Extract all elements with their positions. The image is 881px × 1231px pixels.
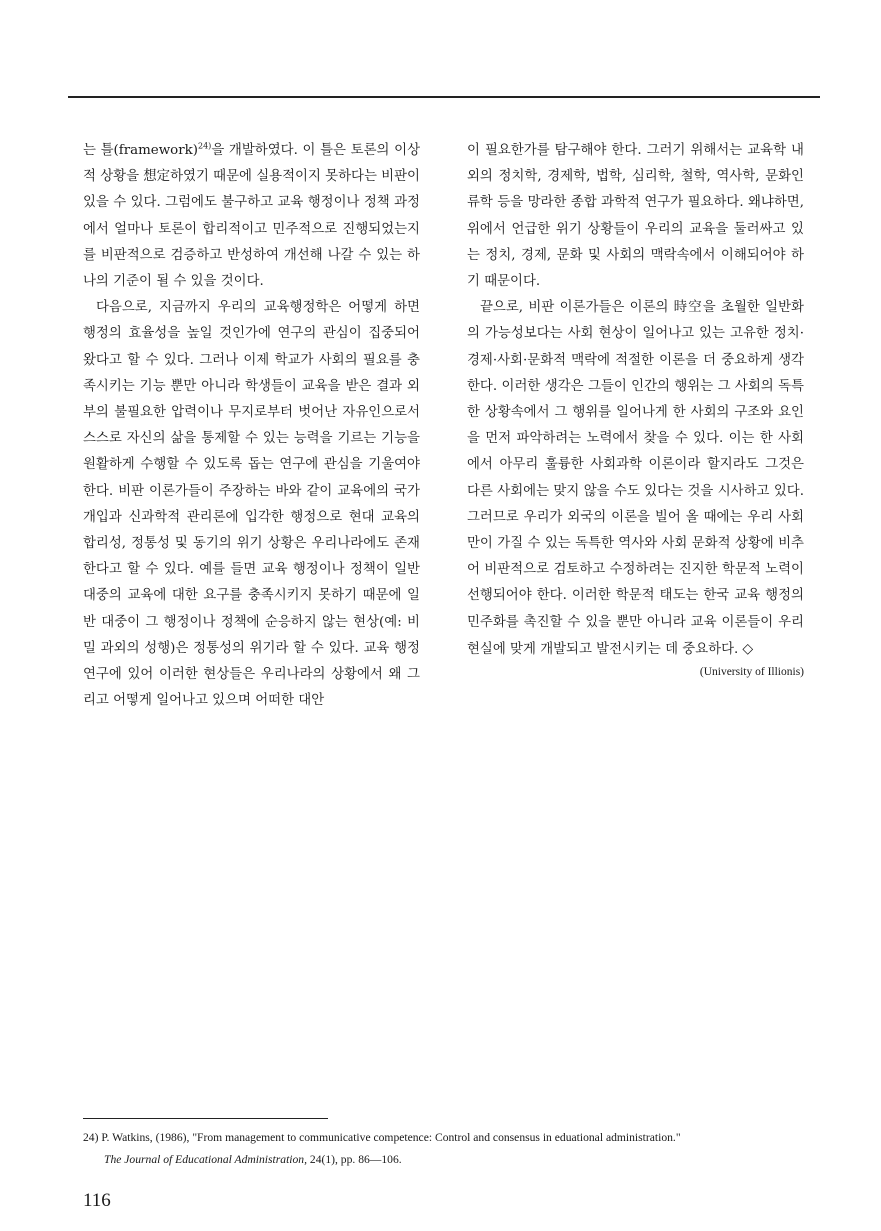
header-rule [68,96,820,98]
footnote-line-2 [83,1149,823,1171]
footnote-rule [83,1118,328,1119]
right-paragraph-1: 이 필요한가를 탐구해야 한다. 그러기 위해서는 교육학 내외의 정치학, 경제학, 법학, 심리학, 철학, 역사학, 문화인류학 등을 망라한 종합 과학적 연구가 필요하다. 왜냐하면, 위에서 언급한 위기 상황들이 우리의 교육을 둘러싸고 있는 정치, 경제, 문화 및 사회의 맥락속에서 이해되어야 하기 때문이다. [467,143,804,290]
right-paragraph-2 [467,295,804,663]
footnote [83,1127,823,1171]
footnote-ref: 24) [198,141,212,151]
left-paragraph-2: 다음으로, 지금까지 우리의 교육행정학은 어떻게 하면 행정의 효율성을 높일 것인가에 연구의 관심이 집중되어 왔다고 할 수 있다. 그러나 이제 학교가 사회의 필요를 충족시키는 기능 뿐만 아니라 학생들이 교육을 받은 결과 외부의 불필요한 압력이나 무지로부터 벗어난 자유인으로서 스스로 자신의 삶을 통제할 수 있는 능력을 기르는 기능을 원활하게 수행할 수 있도록 돕는 연구에 관심을 기울여야 한다. 비판 이론가들이 주장하는 바와 같이 교육에의 국가 개입과 신과학적 관리론에 입각한 행정으로 현대 교육의 합리성, 정통성 및 동기의 위기 상황은 우리나라에도 존재한다고 할 수 있다. 예를 들면 교육 행정이나 정책이 일반 대중의 교육에 대한 요구를 충족시키지 못하기 때문에 일반 대중이 그 행정이나 정책에 순응하지 않는 현상(예: 비밀 과외의 성행)은 정통성의 위기라 할 수 있다. 교육 행정 연구에 있어 이러한 현상들은 우리나라의 상황에서 왜 그리고 어떻게 일어나고 있으며 어떠한 대안 [83,300,420,709]
footnote-details: 24(1), pp. 86—106. [307,1153,402,1166]
right-p2-text: 끝으로, 비판 이론가들은 이론의 時空을 초월한 일반화의 가능성보다는 사회 현상이 일어나고 있는 고유한 정치·경제·사회·문화적 맥락에 적절한 이론을 더 중요하게 생각한다. 이러한 생각은 그들이 인간의 행위는 그 사회의 독특한 상황속에서 그 행위를 일어나게 한 사회의 구조와 요인을 먼저 파악하려는 노력에서 찾을 수 있다. 이는 한 사회에서 아무리 훌륭한 사회과학 이론이라 할지라도 그것은 다른 사회에는 맞지 않을 수도 있다는 것을 시사하고 있다. 그러므로 우리가 외국의 이론을 빌어 올 때에는 우리 사회만이 가질 수 있는 독특한 역사와 사회 문화적 상황에 비추어 비판적으로 검토하고 수정하려는 진지한 학문적 노력이 선행되어야 한다. 이러한 학문적 태도는 한국 교육 행정의 민주화를 촉진할 수 있을 뿐만 아니라 교육 이론들이 우리 현실에 맞게 개발되고 발전시키는 데 중요하다. [467,300,804,657]
end-mark-icon: ◇ [742,640,754,657]
left-p1-rest: 을 개발하였다. 이 틀은 토론의 이상적 상황을 想定하였기 때문에 실용적이지 못하다는 비판이 있을 수 있다. 그럼에도 불구하고 교육 행정이나 정책 과정에서 얼마나 토론이 합리적이고 민주적으로 진행되었는지를 비판적으로 검증하고 반성하여 개선해 나갈 수 있는 하나의 기준이 될 수 있을 것이다. [83,143,421,290]
left-column [83,138,420,714]
left-p1-start: 는 틀(framework) [83,143,198,158]
author-affiliation: (University of Illionis) [699,666,804,679]
footnote-line-1: 24) P. Watkins, (1986), "From management to communicative competence: Control and consensus in eduational administration." [83,1131,681,1144]
left-paragraph-1 [83,138,420,295]
right-column [467,138,804,683]
page-number: 116 [83,1190,111,1211]
footnote-journal: The Journal of Educational Administration, [104,1153,307,1166]
